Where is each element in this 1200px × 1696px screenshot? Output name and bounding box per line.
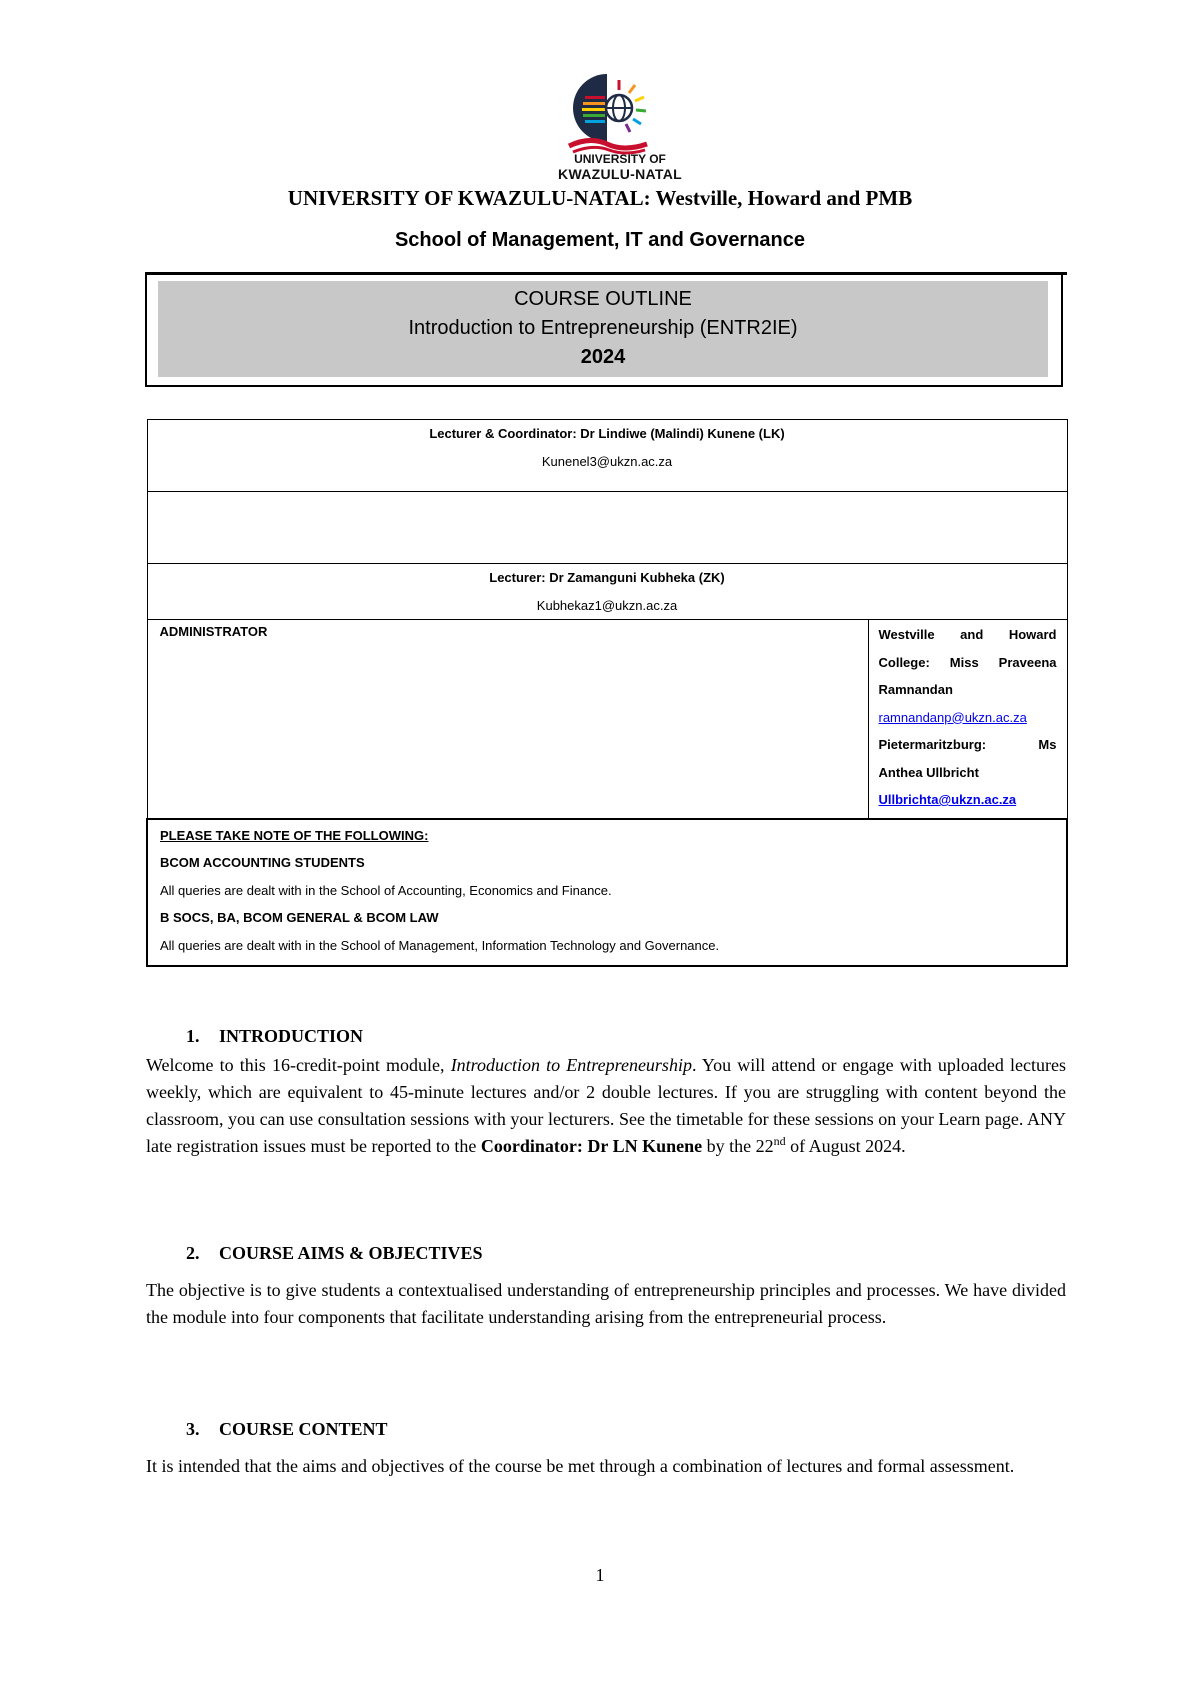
section-2-number: 2. [186,1243,200,1263]
logo-line-2: KWAZULU-NATAL [558,166,682,182]
section-1-title: INTRODUCTION [219,1026,364,1046]
intro-text-b: . You will attend or engage with uploaded lectures weekly, which are equivalent to 45-minute lectures and/or 2 double lectures. If you are struggling with content beyond the classroom, you can use consultation sessions with your lecturers. See the timetable for these sessions on your Learn page. ANY late registration issues must be reported to the [146,1055,1066,1156]
empty-row [147,492,1067,564]
section-1-text [146,1052,1066,1160]
section-2-text: The objective is to give students a contextualised understanding of entrepreneurship principles and processes. We have divided the module into four components that facilitate understanding arising from the entrepreneurial process. [146,1280,1066,1327]
course-outline-box [145,275,1063,387]
intro-text-c: by the 22 [702,1136,774,1156]
administrator-label: ADMINISTRATOR [159,624,268,639]
admin-line-3: Ramnandan [878,682,953,697]
section-2-heading [186,1243,483,1264]
notes-group-2: B SOCS, BA, BCOM GENERAL & BCOM LAW [160,910,439,925]
logo-line-1: UNIVERSITY OF [574,152,666,166]
course-outline-banner [158,281,1048,377]
section-1-heading [186,1026,363,1047]
admin-email-pmb[interactable]: Ullbrichta@ukzn.ac.za [878,792,1017,807]
notes-group-1-text: All queries are dealt with in the School of Accounting, Economics and Finance. [160,882,612,898]
administrator-details-cell [868,620,1067,819]
intro-text-a: Welcome to this 16-credit-point module, [146,1055,451,1075]
notes-group-1: BCOM ACCOUNTING STUDENTS [160,855,365,870]
intro-text-bold: Coordinator: Dr LN Kunene [480,1136,703,1156]
notes-group-2-text: All queries are dealt with in the School of Management, Information Technology and Governance. [160,937,720,953]
admin-line-5: Anthea Ullbricht [878,764,979,780]
page-number: 1 [595,1565,605,1585]
coordinator-email[interactable]: Kunenel3@ukzn.ac.za [541,454,673,469]
outline-heading: COURSE OUTLINE [514,288,692,310]
coordinator-cell [147,420,1067,492]
admin-line-4: Pietermaritzburg: Ms [878,737,1057,752]
section-3-heading [186,1419,388,1440]
lecturer-email[interactable]: Kubhekaz1@ukzn.ac.za [536,598,678,613]
notes-heading: PLEASE TAKE NOTE OF THE FOLLOWING: [160,827,429,843]
administrator-label-cell [147,620,868,819]
section-3-title: COURSE CONTENT [219,1419,388,1439]
intro-text-d: of August 2024. [785,1136,906,1156]
admin-email-westville[interactable]: ramnandanp@ukzn.ac.za [878,709,1027,725]
section-3-text: It is intended that the aims and objectives of the course be met through a combination of lectures and formal assessment. [146,1456,1015,1476]
admin-line-2: College: Miss Praveena [878,654,1057,670]
lecturer-cell [147,564,1067,620]
university-title: UNIVERSITY OF KWAZULU-NATAL: Westville, Howard and PMB [287,186,913,210]
outline-course-name: Introduction to Entrepreneurship (ENTR2IE) [408,317,798,339]
notes-cell [147,819,1067,967]
intro-text-italic: Introduction to Entrepreneurship [450,1055,692,1075]
section-3-number: 3. [186,1419,200,1439]
logo-wordmark [555,152,685,182]
outline-year: 2024 [580,346,626,368]
contacts-table [146,419,1068,967]
coordinator-name: Lecturer & Coordinator: Dr Lindiwe (Malindi) Kunene (LK) [429,426,785,441]
school-title: School of Management, IT and Governance [394,229,806,251]
admin-line-1: Westville and Howard [878,627,1057,642]
intro-text-sup: nd [773,1134,786,1148]
section-2-title: COURSE AIMS & OBJECTIVES [219,1243,483,1263]
section-1-number: 1. [186,1026,200,1046]
lecturer-name: Lecturer: Dr Zamanguni Kubheka (ZK) [489,570,725,585]
